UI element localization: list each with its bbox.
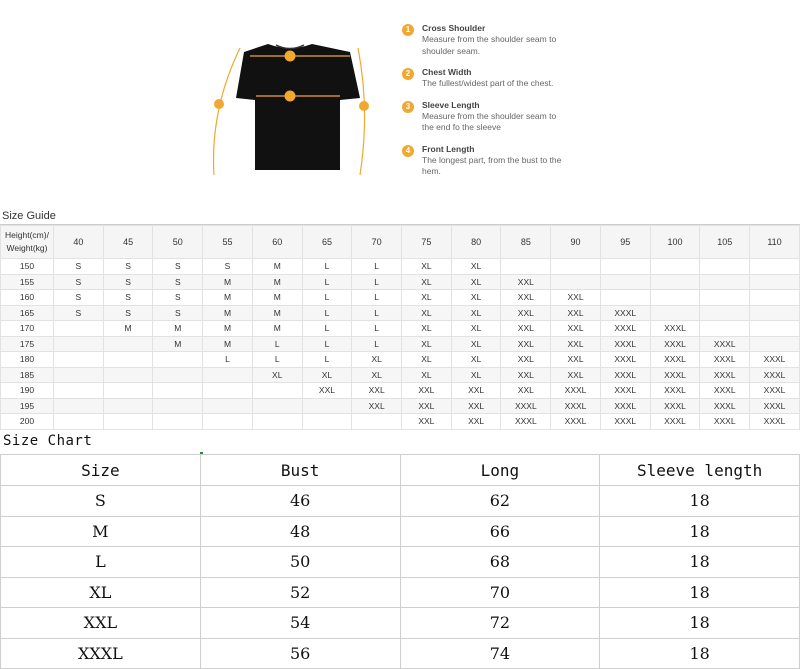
size-cell: XXXL xyxy=(600,367,650,383)
size-cell: XL xyxy=(451,321,501,337)
size-cell: XXL xyxy=(501,274,551,290)
size-cell: XXL xyxy=(501,367,551,383)
weight-header: 65 xyxy=(302,226,352,259)
size-cell: M xyxy=(153,321,203,337)
size-chart-column-header: Size xyxy=(1,455,201,486)
size-cell: S xyxy=(54,259,104,275)
size-cell xyxy=(501,259,551,275)
size-chart-cell: XXXL xyxy=(1,638,201,669)
size-cell xyxy=(650,259,700,275)
height-cell: 185 xyxy=(1,367,54,383)
size-chart-cell: M xyxy=(1,516,201,547)
size-cell: XXXL xyxy=(650,367,700,383)
size-cell: XL xyxy=(352,367,402,383)
size-cell: XXL xyxy=(551,352,601,368)
size-chart-cell: 72 xyxy=(400,608,600,639)
size-cell: XXL xyxy=(402,383,452,399)
size-chart-header-row xyxy=(1,455,800,486)
size-chart-cell: 46 xyxy=(200,486,400,517)
size-cell: XXXL xyxy=(700,336,750,352)
size-cell xyxy=(750,274,800,290)
size-chart-cell: 18 xyxy=(600,577,800,608)
size-chart-cell: XXL xyxy=(1,608,201,639)
size-cell: S xyxy=(54,290,104,306)
size-cell: M xyxy=(203,290,253,306)
size-cell: S xyxy=(103,290,153,306)
size-cell: XXXL xyxy=(551,383,601,399)
size-cell: L xyxy=(352,321,402,337)
size-cell: XXXL xyxy=(600,321,650,337)
size-cell xyxy=(352,414,402,430)
size-cell xyxy=(650,305,700,321)
weight-header: 95 xyxy=(600,226,650,259)
size-chart-cell: L xyxy=(1,547,201,578)
size-cell: XXXL xyxy=(501,398,551,414)
size-guide-title: Size Guide xyxy=(2,210,56,222)
size-cell: XL xyxy=(451,336,501,352)
size-chart-cell: XL xyxy=(1,577,201,608)
size-guide-table-wrapper xyxy=(0,224,800,430)
size-cell: L xyxy=(352,274,402,290)
size-cell xyxy=(551,274,601,290)
legend-number-badge: 1 xyxy=(402,24,414,36)
size-cell xyxy=(103,336,153,352)
size-cell xyxy=(54,398,104,414)
table-row xyxy=(1,290,800,306)
size-cell: XXXL xyxy=(600,336,650,352)
height-cell: 170 xyxy=(1,321,54,337)
size-cell xyxy=(153,414,203,430)
weight-header: 75 xyxy=(402,226,452,259)
size-cell: XXXL xyxy=(650,336,700,352)
size-cell: XXXL xyxy=(750,367,800,383)
weight-header: 100 xyxy=(650,226,700,259)
size-cell: M xyxy=(203,321,253,337)
size-cell: XXL xyxy=(302,383,352,399)
size-cell xyxy=(650,274,700,290)
size-cell: XL xyxy=(402,336,452,352)
size-cell: XL xyxy=(402,305,452,321)
size-cell: L xyxy=(352,290,402,306)
size-cell: S xyxy=(103,259,153,275)
size-chart-cell: 18 xyxy=(600,608,800,639)
size-cell xyxy=(750,305,800,321)
size-cell xyxy=(551,259,601,275)
legend-title: Sleeve Length xyxy=(422,99,480,110)
size-cell: XXL xyxy=(551,367,601,383)
size-chart-cell: 62 xyxy=(400,486,600,517)
table-row xyxy=(1,398,800,414)
size-guide-corner-header: Height(cm)/ Weight(kg) xyxy=(1,226,54,259)
size-cell: L xyxy=(252,352,302,368)
size-cell: XXXL xyxy=(650,321,700,337)
tshirt-icon xyxy=(200,20,390,200)
size-chart-cell: 66 xyxy=(400,516,600,547)
size-cell: XXL xyxy=(451,414,501,430)
size-cell: XL xyxy=(302,367,352,383)
size-cell: S xyxy=(103,274,153,290)
size-cell: XL xyxy=(451,367,501,383)
size-cell xyxy=(103,352,153,368)
table-row xyxy=(1,259,800,275)
size-cell: XXL xyxy=(451,398,501,414)
size-guide-table xyxy=(0,225,800,430)
size-cell: M xyxy=(252,305,302,321)
table-row xyxy=(1,547,800,578)
size-cell: XXL xyxy=(352,398,402,414)
table-row xyxy=(1,336,800,352)
table-row xyxy=(1,367,800,383)
tshirt-diagram xyxy=(200,20,390,200)
legend-item-chest-width xyxy=(400,66,780,90)
size-cell xyxy=(153,352,203,368)
size-cell xyxy=(54,367,104,383)
size-cell: L xyxy=(352,336,402,352)
height-cell: 180 xyxy=(1,352,54,368)
height-cell: 150 xyxy=(1,259,54,275)
size-cell: XXXL xyxy=(750,383,800,399)
size-cell: XXXL xyxy=(650,383,700,399)
size-cell: XXXL xyxy=(600,414,650,430)
size-cell xyxy=(103,383,153,399)
size-cell: XL xyxy=(352,352,402,368)
height-cell: 195 xyxy=(1,398,54,414)
size-cell: XXXL xyxy=(650,352,700,368)
size-cell: XL xyxy=(451,274,501,290)
weight-header: 105 xyxy=(700,226,750,259)
size-cell: XL xyxy=(252,367,302,383)
legend-description: The longest part, from the bust to the hem. xyxy=(422,154,562,176)
size-chart-cell: 18 xyxy=(600,547,800,578)
size-chart-cell: 18 xyxy=(600,486,800,517)
table-row xyxy=(1,321,800,337)
legend-number-badge: 2 xyxy=(402,68,414,80)
weight-header: 40 xyxy=(54,226,104,259)
height-cell: 155 xyxy=(1,274,54,290)
legend-item-sleeve-length xyxy=(400,99,780,134)
size-cell: XXXL xyxy=(750,414,800,430)
size-cell: XXL xyxy=(501,383,551,399)
size-cell: L xyxy=(302,321,352,337)
size-cell: XXL xyxy=(451,383,501,399)
size-chart-cell: 74 xyxy=(400,638,600,669)
height-cell: 175 xyxy=(1,336,54,352)
size-cell: L xyxy=(302,290,352,306)
size-cell xyxy=(700,305,750,321)
size-cell: S xyxy=(153,259,203,275)
size-chart-cell: 50 xyxy=(200,547,400,578)
size-cell: L xyxy=(302,352,352,368)
size-cell xyxy=(750,336,800,352)
size-cell xyxy=(302,414,352,430)
size-cell: XXL xyxy=(352,383,402,399)
size-cell: XXXL xyxy=(700,383,750,399)
table-row xyxy=(1,305,800,321)
size-chart-cell: S xyxy=(1,486,201,517)
legend-title: Chest Width xyxy=(422,67,472,77)
size-cell xyxy=(103,398,153,414)
legend-number-badge: 3 xyxy=(402,101,414,113)
size-cell: XL xyxy=(451,352,501,368)
size-cell: S xyxy=(153,274,203,290)
weight-header: 45 xyxy=(103,226,153,259)
legend-item-front-length xyxy=(400,143,780,178)
size-chart-title: Size Chart xyxy=(3,433,93,449)
size-cell: L xyxy=(302,305,352,321)
size-cell: XL xyxy=(402,352,452,368)
weight-header: 80 xyxy=(451,226,501,259)
size-cell: S xyxy=(153,290,203,306)
size-cell: XL xyxy=(451,259,501,275)
size-cell: XXXL xyxy=(600,398,650,414)
size-cell xyxy=(750,259,800,275)
size-cell: S xyxy=(103,305,153,321)
size-cell: XXL xyxy=(551,336,601,352)
size-cell: M xyxy=(252,321,302,337)
size-cell: XXXL xyxy=(600,383,650,399)
size-chart-cell: 68 xyxy=(400,547,600,578)
size-cell: XXXL xyxy=(600,352,650,368)
size-chart-column-header: Bust xyxy=(200,455,400,486)
size-cell xyxy=(54,414,104,430)
legend-number-badge: 4 xyxy=(402,145,414,157)
size-cell xyxy=(252,383,302,399)
size-cell: XXL xyxy=(551,290,601,306)
size-cell: XXL xyxy=(501,321,551,337)
size-cell: XXL xyxy=(501,305,551,321)
size-cell: S xyxy=(54,305,104,321)
size-cell xyxy=(750,321,800,337)
size-cell: XL xyxy=(402,290,452,306)
legend-description: Measure from the shoulder seam to shoulder seam. xyxy=(422,34,557,56)
weight-header: 110 xyxy=(750,226,800,259)
size-cell xyxy=(252,414,302,430)
size-cell: XXXL xyxy=(700,367,750,383)
size-cell: XXL xyxy=(402,414,452,430)
size-cell: S xyxy=(54,274,104,290)
size-cell: XXL xyxy=(551,305,601,321)
size-cell xyxy=(54,352,104,368)
size-cell xyxy=(252,398,302,414)
size-cell: M xyxy=(203,274,253,290)
size-cell: M xyxy=(203,336,253,352)
size-cell: S xyxy=(203,259,253,275)
size-cell: XXXL xyxy=(700,398,750,414)
size-guide-body xyxy=(1,259,800,430)
size-cell: M xyxy=(252,274,302,290)
size-cell: XXXL xyxy=(501,414,551,430)
size-cell xyxy=(103,367,153,383)
weight-header: 50 xyxy=(153,226,203,259)
size-cell: XXL xyxy=(501,352,551,368)
size-chart-cell: 18 xyxy=(600,638,800,669)
size-cell: M xyxy=(252,290,302,306)
size-cell: L xyxy=(352,259,402,275)
table-row xyxy=(1,608,800,639)
size-cell xyxy=(750,290,800,306)
height-cell: 160 xyxy=(1,290,54,306)
legend-description: Measure from the shoulder seam to the end fo the sleeve xyxy=(422,110,557,132)
legend-item-cross-shoulder xyxy=(400,22,780,57)
size-chart-table xyxy=(0,454,800,669)
size-cell xyxy=(600,259,650,275)
table-row xyxy=(1,516,800,547)
size-cell: XXL xyxy=(501,336,551,352)
size-cell xyxy=(153,383,203,399)
height-cell: 190 xyxy=(1,383,54,399)
size-cell: XL xyxy=(402,321,452,337)
size-chart-cell: 48 xyxy=(200,516,400,547)
size-cell xyxy=(700,290,750,306)
size-cell xyxy=(600,290,650,306)
size-chart-table-wrapper xyxy=(0,454,800,669)
size-cell: L xyxy=(203,352,253,368)
size-cell: XXXL xyxy=(600,305,650,321)
measurement-legend xyxy=(400,22,780,187)
size-cell xyxy=(203,383,253,399)
table-row xyxy=(1,274,800,290)
size-cell: S xyxy=(153,305,203,321)
size-cell: XXL xyxy=(551,321,601,337)
size-cell xyxy=(54,336,104,352)
table-row xyxy=(1,414,800,430)
legend-title: Cross Shoulder xyxy=(422,23,486,33)
legend-title: Front Length xyxy=(422,143,475,154)
size-cell: L xyxy=(302,336,352,352)
size-guide-header-row xyxy=(1,226,800,259)
size-cell: XXXL xyxy=(750,398,800,414)
size-cell: XXXL xyxy=(650,398,700,414)
table-row xyxy=(1,352,800,368)
size-cell: XXXL xyxy=(551,414,601,430)
weight-header: 85 xyxy=(501,226,551,259)
size-cell xyxy=(700,259,750,275)
size-cell: XXL xyxy=(402,398,452,414)
size-cell xyxy=(650,290,700,306)
size-cell: XL xyxy=(402,367,452,383)
height-cell: 200 xyxy=(1,414,54,430)
size-chart-cell: 56 xyxy=(200,638,400,669)
size-cell: XL xyxy=(402,274,452,290)
size-cell xyxy=(302,398,352,414)
size-cell: L xyxy=(352,305,402,321)
size-cell: XL xyxy=(451,290,501,306)
size-chart-cell: 18 xyxy=(600,516,800,547)
size-cell xyxy=(203,367,253,383)
size-chart-cell: 70 xyxy=(400,577,600,608)
size-chart-cell: 52 xyxy=(200,577,400,608)
table-row xyxy=(1,486,800,517)
size-chart-column-header: Sleeve length xyxy=(600,455,800,486)
size-cell: XXL xyxy=(501,290,551,306)
weight-header: 90 xyxy=(551,226,601,259)
size-cell xyxy=(153,398,203,414)
size-cell: XXXL xyxy=(700,414,750,430)
size-chart-body xyxy=(1,486,800,669)
table-row xyxy=(1,638,800,669)
size-cell: M xyxy=(203,305,253,321)
size-cell: XL xyxy=(451,305,501,321)
size-chart-column-header: Long xyxy=(400,455,600,486)
size-cell xyxy=(54,383,104,399)
size-cell xyxy=(600,274,650,290)
table-row xyxy=(1,383,800,399)
table-row xyxy=(1,577,800,608)
size-cell: M xyxy=(252,259,302,275)
size-cell: M xyxy=(153,336,203,352)
size-cell: L xyxy=(302,274,352,290)
weight-header: 60 xyxy=(252,226,302,259)
size-cell: XXXL xyxy=(750,352,800,368)
height-cell: 165 xyxy=(1,305,54,321)
size-chart-cell: 54 xyxy=(200,608,400,639)
size-cell xyxy=(700,321,750,337)
size-cell xyxy=(700,274,750,290)
size-cell: XXXL xyxy=(700,352,750,368)
size-cell: L xyxy=(252,336,302,352)
size-cell: XL xyxy=(402,259,452,275)
legend-description: The fullest/widest part of the chest. xyxy=(422,78,554,88)
size-cell xyxy=(203,414,253,430)
size-cell: XXXL xyxy=(650,414,700,430)
size-cell: M xyxy=(103,321,153,337)
size-cell xyxy=(54,321,104,337)
size-cell xyxy=(103,414,153,430)
weight-header: 70 xyxy=(352,226,402,259)
size-cell: XXXL xyxy=(551,398,601,414)
weight-header: 55 xyxy=(203,226,253,259)
size-cell: L xyxy=(302,259,352,275)
size-cell xyxy=(153,367,203,383)
size-cell xyxy=(203,398,253,414)
